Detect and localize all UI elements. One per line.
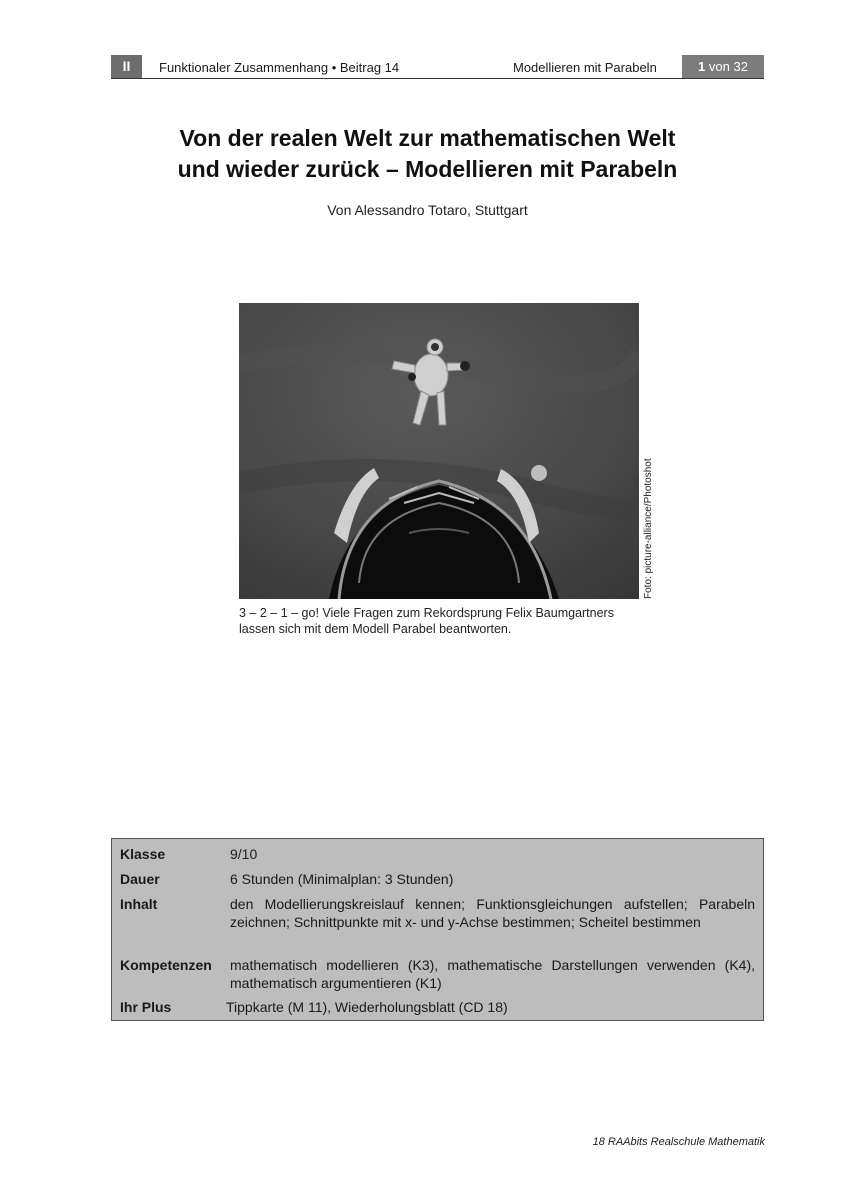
skydiver-photo bbox=[239, 303, 639, 599]
caption-line-2: lassen sich mit dem Modell Parabel beantworten. bbox=[239, 622, 512, 636]
info-label: Kompetenzen bbox=[120, 957, 212, 973]
info-label: Ihr Plus bbox=[120, 999, 172, 1015]
section-badge: II bbox=[111, 55, 142, 78]
info-label: Dauer bbox=[120, 871, 160, 887]
title-line-2: und wieder zurück – Modellieren mit Parabeln bbox=[177, 156, 678, 182]
page-number: 1 bbox=[698, 59, 706, 74]
info-value: Tippkarte (M 11), Wiederholungsblatt (CD 18) bbox=[226, 999, 508, 1015]
author-line: Von Alessandro Totaro, Stuttgart bbox=[327, 202, 528, 218]
page-counter bbox=[682, 55, 764, 78]
info-label: Klasse bbox=[120, 846, 166, 862]
info-value: mathematisch modellieren (K3), mathematische Darstellungen verwenden (K4), mathematisch argumentieren (K1) bbox=[230, 957, 755, 991]
info-label: Inhalt bbox=[120, 896, 158, 912]
title-line-1: Von der realen Welt zur mathematischen Welt bbox=[179, 125, 676, 151]
page-header bbox=[111, 55, 764, 79]
photo-caption bbox=[239, 605, 649, 637]
info-box bbox=[111, 838, 764, 1021]
topic-label: Modellieren mit Parabeln bbox=[513, 60, 657, 75]
page-total: von 32 bbox=[705, 59, 748, 74]
publisher-footer: 18 RAAbits Realschule Mathematik bbox=[592, 1136, 765, 1148]
header-rule bbox=[111, 78, 764, 79]
info-value: den Modellierungskreislauf kennen; Funktionsgleichungen aufstellen; Parabeln zeichnen; Schnittpunkte mit x- und y-Achse bestimmen; Scheitel bestimmen bbox=[230, 896, 755, 930]
page-title bbox=[0, 123, 855, 185]
series-label: Funktionaler Zusammenhang • Beitrag 14 bbox=[159, 60, 400, 75]
caption-line-1: 3 – 2 – 1 – go! Viele Fragen zum Rekordsprung Felix Baumgartners bbox=[239, 606, 614, 620]
photo-credit: Foto: picture-alliance/Photoshot bbox=[643, 458, 654, 599]
info-value: 9/10 bbox=[230, 846, 258, 862]
info-value: 6 Stunden (Minimalplan: 3 Stunden) bbox=[230, 871, 454, 887]
